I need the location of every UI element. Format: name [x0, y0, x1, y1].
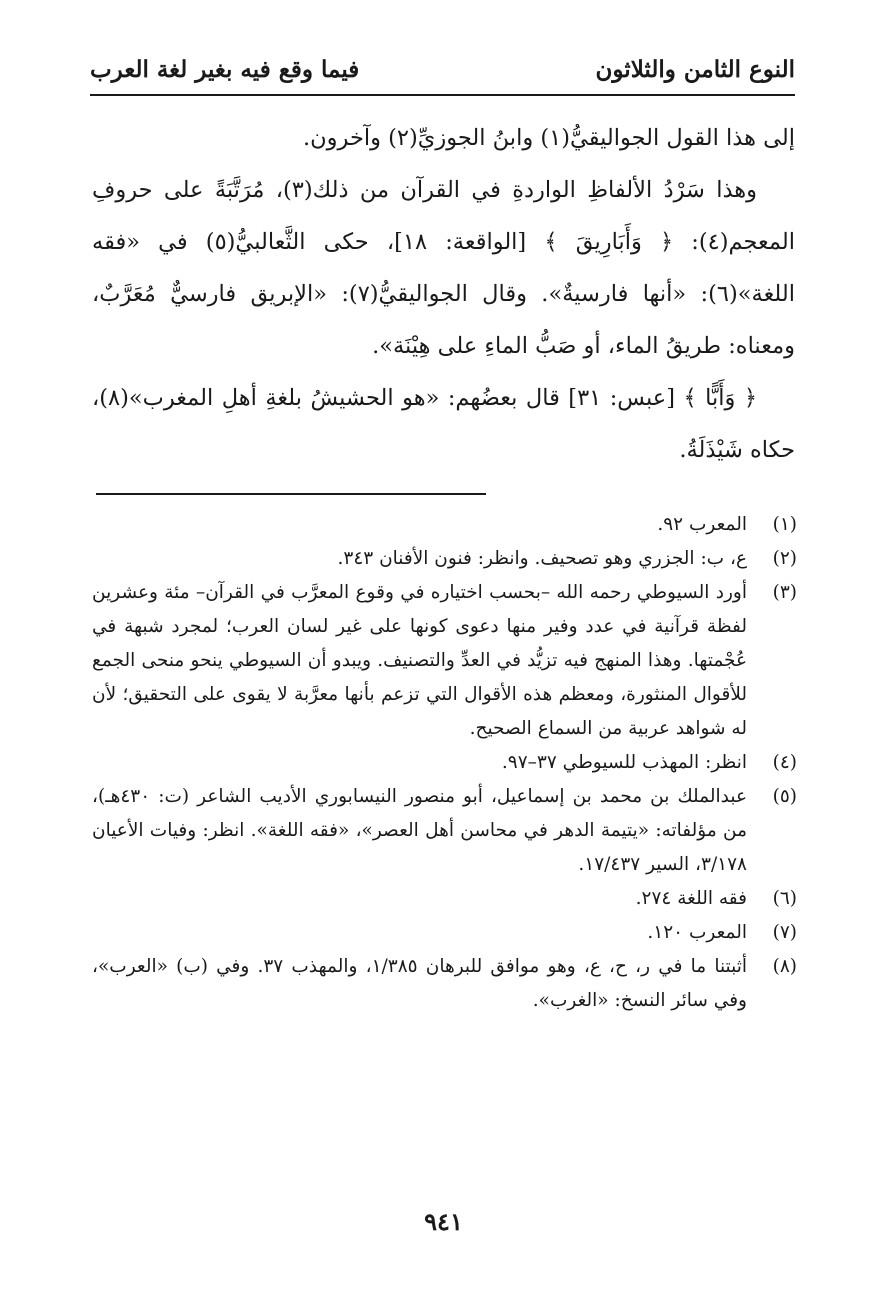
running-header	[90, 52, 795, 96]
footnote	[92, 950, 797, 1018]
footnote-text: فقه اللغة ٢٧٤.	[635, 888, 747, 909]
footnote-text: المعرب ٩٢.	[657, 514, 747, 535]
chapter-title: النوع الثامن والثلاثون	[595, 56, 795, 83]
footnote-text: ع، ب: الجزري وهو تصحيف. وانظر: فنون الأفنان ٣٤٣.	[337, 548, 747, 569]
topic-title: فيما وقع فيه بغير لغة العرب	[90, 56, 360, 83]
footnote	[92, 746, 797, 780]
footnote-number: (١)	[772, 514, 797, 535]
footnote-number: (٧)	[772, 922, 797, 943]
footnote-number: (٥)	[772, 786, 797, 807]
footnote	[92, 542, 797, 576]
footnote-number: (٨)	[772, 956, 797, 977]
footnote	[92, 882, 797, 916]
footnote-number: (٤)	[772, 752, 797, 773]
footnote	[92, 916, 797, 950]
footnote	[92, 576, 797, 746]
footnote-text: عبدالملك بن محمد بن إسماعيل، أبو منصور النيسابوري الأديب الشاعر (ت: ٤٣٠هـ)، من مؤلفاته: «يتيمة الدهر في محاسن أهل العصر»، «فقه اللغة». انظر: وفيات الأعيان ٣/١٧٨، السير ١٧/٤٣٧.	[92, 786, 747, 875]
footnote	[92, 780, 797, 882]
footnote-number: (٦)	[772, 888, 797, 909]
footnote-divider	[96, 493, 486, 495]
paragraph: وهذا سَرْدُ الألفاظِ الواردةِ في القرآن من ذلك(٣)، مُرَتَّبَةً على حروفِ المعجم(٤): ﴿ وَأَبَارِيقَ ﴾ [الواقعة: ١٨]، حكى الثَّعالبيُّ(٥) في «فقه اللغة»(٦): «أنها فارسيةٌ». وقال الجواليقيُّ(٧): «الإبريق فارسيٌّ مُعَرَّبٌ، ومعناه: طريقُ الماء، أو صَبُّ الماءِ على هِيْنَة».	[92, 177, 795, 359]
footnote	[92, 508, 797, 542]
footnote-text: أورد السيوطي رحمه الله –بحسب اختياره في وقوع المعرَّب في القرآن– مئة وعشرين لفظة قرآنية في عدد وفير منها دعوى كونها على غير لسان العرب؛ لمجرد شبهة في عُجْمتها. وهذا المنهج فيه تزيُّد في العدِّ والتصنيف. ويبدو أن السيوطي ينحو منحى الجمع للأقوال المنثورة، ومعظم هذه الأقوال التي تزعم بأنها معرَّبة لا يقوى على التحقيق؛ لأن له شواهد عربية من السماع الصحيح.	[92, 582, 747, 739]
page-number: ٩٤١	[424, 1207, 463, 1236]
paragraph: ﴿ وَأَبًّا ﴾ [عبس: ٣١] قال بعضُهم: «هو الحشيشُ بلغةِ أهلِ المغرب»(٨)، حكاه شَيْذَلَةُ.	[92, 385, 795, 463]
paragraph: إلى هذا القول الجواليقيُّ(١) وابنُ الجوزيِّ(٢) وآخرون.	[303, 125, 795, 151]
footnote-text: أثبتنا ما في ر، ح، ع، وهو موافق للبرهان ١/٣٨٥، والمهذب ٣٧. وفي (ب) «العرب»، وفي سائر النسخ: «الغرب».	[92, 956, 747, 1011]
footnote-number: (٢)	[772, 548, 797, 569]
footnote-number: (٣)	[772, 582, 797, 603]
footnote-text: انظر: المهذب للسيوطي ٣٧–٩٧.	[501, 752, 747, 773]
footnotes	[92, 508, 797, 1018]
main-text	[92, 112, 795, 476]
footnote-text: المعرب ١٢٠.	[647, 922, 747, 943]
